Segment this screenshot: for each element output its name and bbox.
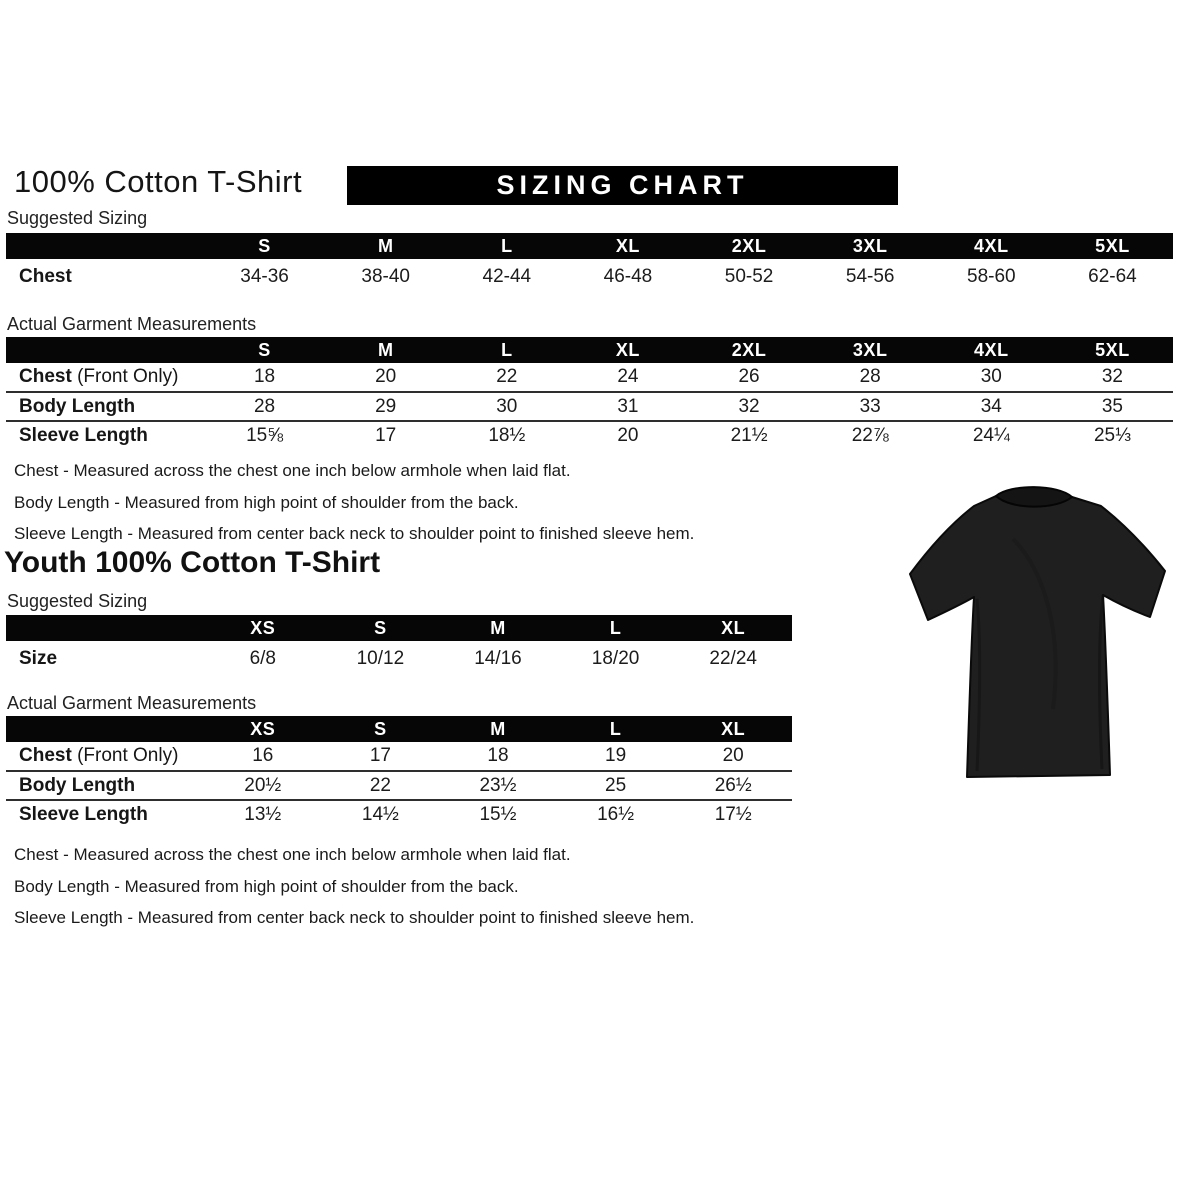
measurement-cell: 58-60 bbox=[967, 265, 1016, 287]
row-label: Chest (Front Only) bbox=[19, 366, 179, 387]
size-column-header: XL bbox=[721, 617, 746, 638]
measurement-cell: 10/12 bbox=[356, 647, 405, 669]
table-corner-cell bbox=[6, 233, 204, 259]
measurement-cell: 29 bbox=[375, 395, 397, 417]
measurement-note: Sleeve Length - Measured from center back neck to shoulder point to finished sleeve hem. bbox=[14, 908, 695, 927]
size-column-header: 2XL bbox=[731, 235, 767, 256]
size-column-header: XS bbox=[250, 617, 276, 638]
measurement-cell: 26½ bbox=[714, 774, 752, 796]
size-column-header: S bbox=[258, 339, 271, 360]
size-column-header: L bbox=[501, 339, 513, 360]
size-column-header: 3XL bbox=[852, 339, 888, 360]
size-column-header: M bbox=[377, 235, 394, 256]
adult-actual-measurements-table bbox=[6, 337, 1173, 450]
table-row bbox=[6, 421, 1173, 450]
measurement-cell: 22/24 bbox=[709, 647, 757, 669]
measurement-cell: 18 bbox=[487, 745, 509, 766]
size-column-header: M bbox=[490, 617, 506, 638]
size-column-header: S bbox=[374, 617, 387, 638]
size-column-header: 5XL bbox=[1095, 235, 1130, 256]
measurement-cell: 18½ bbox=[488, 425, 526, 446]
size-column-header: XL bbox=[615, 235, 640, 256]
size-column-header: 3XL bbox=[852, 235, 888, 256]
size-column-header: L bbox=[609, 617, 622, 638]
row-label: Body Length bbox=[19, 395, 136, 417]
measurement-cell: 19 bbox=[605, 745, 627, 766]
row-label: Chest bbox=[19, 265, 72, 287]
youth-section-title: Youth 100% Cotton T-Shirt bbox=[4, 546, 381, 579]
adult-suggested-sizing-label: Suggested Sizing bbox=[7, 208, 148, 228]
size-column-header: S bbox=[258, 235, 271, 256]
row-label: Sleeve Length bbox=[19, 425, 148, 446]
youth-measurement-notes bbox=[14, 839, 694, 934]
table-row bbox=[6, 392, 1173, 421]
youth-actual-measurements-label: Actual Garment Measurements bbox=[7, 693, 257, 713]
measurement-cell: 38-40 bbox=[361, 265, 410, 287]
size-column-header: 4XL bbox=[974, 339, 1009, 360]
measurement-cell: 14/16 bbox=[474, 647, 522, 669]
measurement-cell: 16½ bbox=[597, 804, 635, 825]
measurement-cell: 24¼ bbox=[972, 425, 1010, 446]
measurement-cell: 30 bbox=[980, 366, 1002, 387]
size-column-header: S bbox=[374, 718, 387, 739]
table-row bbox=[6, 742, 792, 771]
row-label: Sleeve Length bbox=[19, 804, 148, 825]
sizing-chart-banner-label: SIZING CHART bbox=[496, 170, 749, 200]
measurement-cell: 18/20 bbox=[591, 647, 640, 669]
measurement-cell: 22 bbox=[496, 366, 518, 387]
size-column-header: L bbox=[501, 235, 513, 256]
measurement-note: Chest - Measured across the chest one inch below armhole when laid flat. bbox=[14, 845, 571, 864]
measurement-cell: 20 bbox=[617, 425, 639, 446]
measurement-cell: 62-64 bbox=[1088, 265, 1137, 287]
measurement-cell: 35 bbox=[1101, 395, 1123, 417]
size-column-header: XL bbox=[615, 339, 640, 360]
measurement-cell: 32 bbox=[1101, 366, 1123, 387]
youth-suggested-sizing-table bbox=[6, 615, 792, 676]
measurement-cell: 25⅓ bbox=[1093, 425, 1131, 446]
size-column-header: M bbox=[490, 718, 506, 739]
row-label: Size bbox=[19, 647, 58, 669]
black-tshirt-photo bbox=[893, 478, 1193, 810]
measurement-cell: 26 bbox=[738, 366, 760, 387]
measurement-cell: 34 bbox=[980, 395, 1002, 417]
table-row bbox=[6, 641, 792, 676]
size-column-header: XL bbox=[721, 718, 746, 739]
measurement-cell: 24 bbox=[617, 366, 639, 387]
measurement-cell: 17 bbox=[369, 745, 391, 766]
table-row bbox=[6, 800, 792, 829]
measurement-cell: 17 bbox=[375, 425, 397, 446]
measurement-cell: 33 bbox=[859, 395, 881, 417]
tshirt-body-shape bbox=[910, 496, 1165, 777]
measurement-cell: 6/8 bbox=[249, 647, 276, 669]
size-column-header: L bbox=[609, 718, 622, 739]
measurement-cell: 46-48 bbox=[603, 265, 653, 287]
measurement-cell: 23½ bbox=[479, 774, 517, 796]
measurement-cell: 54-56 bbox=[845, 265, 895, 287]
sizing-chart-banner bbox=[347, 166, 898, 205]
measurement-cell: 22 bbox=[369, 774, 391, 796]
youth-suggested-sizing-label: Suggested Sizing bbox=[7, 591, 148, 611]
table-corner-cell bbox=[6, 615, 204, 641]
youth-actual-measurements-table bbox=[6, 716, 792, 829]
measurement-cell: 50-52 bbox=[724, 265, 774, 287]
measurement-cell: 20½ bbox=[244, 774, 282, 796]
measurement-cell: 21½ bbox=[730, 425, 768, 446]
measurement-cell: 20 bbox=[375, 366, 397, 387]
table-row bbox=[6, 771, 792, 800]
row-label: Chest (Front Only) bbox=[19, 745, 179, 766]
page-title: 100% Cotton T-Shirt bbox=[14, 164, 303, 199]
size-column-header: XS bbox=[250, 718, 276, 739]
measurement-note: Body Length - Measured from high point of shoulder from the back. bbox=[14, 876, 519, 896]
measurement-cell: 20 bbox=[722, 745, 744, 766]
adult-suggested-sizing-table bbox=[6, 233, 1173, 294]
measurement-cell: 25 bbox=[605, 774, 627, 796]
size-column-header: M bbox=[377, 339, 394, 360]
measurement-cell: 14½ bbox=[361, 804, 399, 825]
measurement-note: Chest - Measured across the chest one inch below armhole when laid flat. bbox=[14, 461, 571, 480]
measurement-cell: 28 bbox=[253, 395, 276, 417]
table-corner-cell bbox=[6, 716, 204, 742]
measurement-cell: 32 bbox=[738, 395, 760, 417]
measurement-cell: 34-36 bbox=[240, 265, 289, 287]
measurement-cell: 18 bbox=[253, 366, 276, 387]
row-label: Body Length bbox=[19, 774, 136, 796]
measurement-cell: 17½ bbox=[714, 804, 752, 825]
measurement-note: Sleeve Length - Measured from center back neck to shoulder point to finished sleeve hem. bbox=[14, 524, 695, 543]
measurement-cell: 15⅝ bbox=[246, 425, 284, 446]
adult-measurement-notes bbox=[14, 455, 694, 550]
measurement-cell: 22⅞ bbox=[851, 425, 889, 446]
measurement-cell: 42-44 bbox=[482, 265, 532, 287]
size-column-header: 5XL bbox=[1095, 339, 1130, 360]
table-corner-cell bbox=[6, 337, 204, 363]
measurement-cell: 30 bbox=[496, 395, 518, 417]
size-column-header: 2XL bbox=[731, 339, 767, 360]
table-row bbox=[6, 259, 1173, 294]
measurement-cell: 28 bbox=[859, 366, 881, 387]
size-column-header: 4XL bbox=[974, 235, 1009, 256]
adult-actual-measurements-label: Actual Garment Measurements bbox=[7, 314, 257, 334]
tshirt-collar-shape bbox=[996, 487, 1072, 507]
measurement-cell: 16 bbox=[252, 745, 274, 766]
measurement-cell: 31 bbox=[617, 395, 639, 417]
table-row bbox=[6, 363, 1173, 392]
measurement-note: Body Length - Measured from high point of shoulder from the back. bbox=[14, 492, 519, 512]
measurement-cell: 13½ bbox=[244, 804, 282, 825]
measurement-cell: 15½ bbox=[479, 804, 517, 825]
